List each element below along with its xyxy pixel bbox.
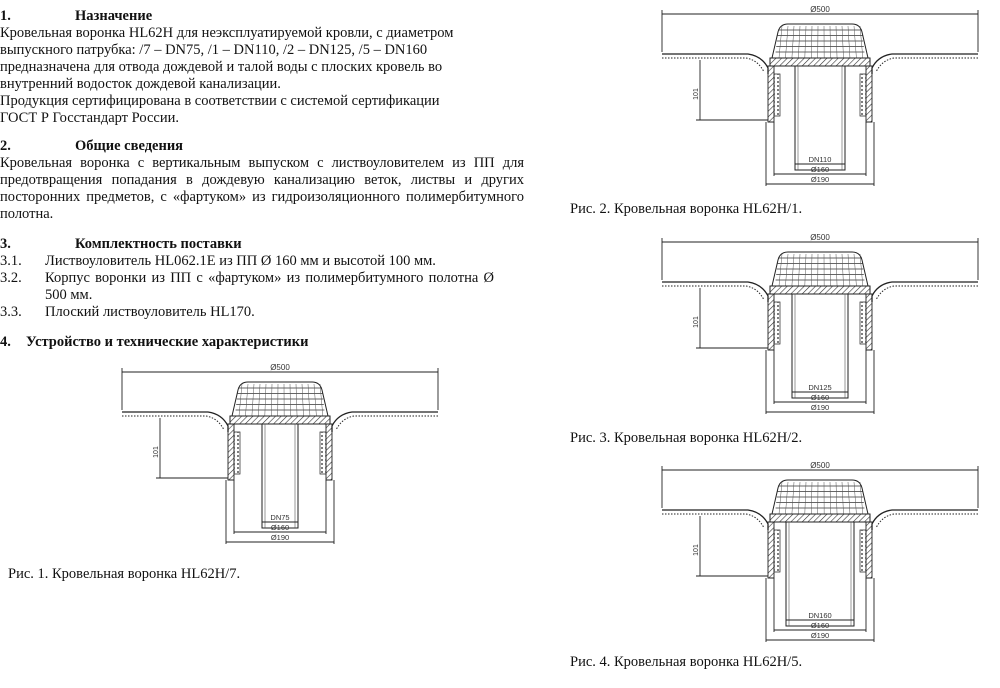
apron-right <box>872 54 978 74</box>
section-2-text: Кровельная воронка с вертикальным выпуском с листвоуловителем из ПП для предотвращения попадания в дождевую канализацию веток, листвы и других посторонних предметов, с «фартуком» из гидроизоляционного полимербитумного полотна. <box>0 155 524 222</box>
section-number: 4. <box>0 334 11 350</box>
section-title: Общие сведения <box>75 138 184 154</box>
section-title: Комплектность поставки <box>75 236 242 252</box>
section-4 <box>0 334 524 351</box>
d160-label: Ø160 <box>810 393 830 402</box>
section-number: 1. <box>0 8 11 24</box>
section-1-heading <box>0 8 528 25</box>
funnel-wall-right <box>866 522 872 578</box>
d160-label: Ø160 <box>810 165 830 174</box>
apron-left <box>662 282 768 302</box>
section-title: Назначение <box>75 8 153 24</box>
funnel-wall-left <box>228 424 234 480</box>
apron-right <box>872 282 978 302</box>
section-1-line: выпускного патрубка: /7 – DN75, /1 – DN110, /2 – DN125, /5 – DN160 <box>0 42 428 58</box>
section-1 <box>0 8 528 127</box>
section-1-line: ГОСТ Р Госстандарт России. <box>0 110 179 126</box>
section-1-line: Продукция сертифицирована в соответствии с системой сертификации <box>0 93 440 109</box>
d160-label: Ø160 <box>810 621 830 630</box>
height-label: 101 <box>693 544 700 556</box>
section-1-line: Кровельная воронка HL62H для неэксплуатируемой кровли, с диаметром <box>0 25 454 41</box>
height-label: 101 <box>693 88 700 100</box>
section-4-heading <box>0 334 524 351</box>
dn-label: DN75 <box>270 513 290 522</box>
figure-3-caption: Рис. 3. Кровельная воронка HL62H/2. <box>570 430 803 446</box>
d190-label: Ø190 <box>810 631 830 640</box>
list-item-number: 3.2. <box>0 270 22 286</box>
figure-1-caption: Рис. 1. Кровельная воронка HL62H/7. <box>8 566 241 582</box>
figure-2-caption: Рис. 2. Кровельная воронка HL62H/1. <box>570 201 803 217</box>
d160-label: Ø160 <box>270 523 290 532</box>
diameter-500-label: Ø500 <box>810 5 830 14</box>
d190-label: Ø190 <box>810 175 830 184</box>
funnel-drawing <box>660 4 980 194</box>
funnel-wall-right <box>326 424 332 480</box>
list-item <box>0 270 524 304</box>
list-item-text: Плоский листвоуловитель HL170. <box>45 304 255 320</box>
apron-left <box>662 54 768 74</box>
funnel-wall-right <box>866 294 872 350</box>
funnel-flange <box>230 416 330 424</box>
diameter-500-label: Ø500 <box>810 461 830 470</box>
d190-label: Ø190 <box>270 533 290 542</box>
apron-right <box>872 510 978 530</box>
funnel-drawing <box>660 460 980 650</box>
section-1-line: предназначена для отвода дождевой и талой воды с плоских кровель во <box>0 59 443 75</box>
apron-right <box>332 412 438 432</box>
list-item <box>0 304 524 321</box>
section-3-heading <box>0 236 524 253</box>
diameter-500-label: Ø500 <box>810 233 830 242</box>
dn-label: DN160 <box>808 611 832 620</box>
height-label: 101 <box>153 446 160 458</box>
list-item-text: Корпус воронки из ПП с «фартуком» из полимербитумного полотна Ø 500 мм. <box>45 270 494 303</box>
list-item-number: 3.1. <box>0 253 22 269</box>
list-item-number: 3.3. <box>0 304 22 320</box>
list-item <box>0 253 524 270</box>
section-2-heading <box>0 138 524 155</box>
d190-label: Ø190 <box>810 403 830 412</box>
diameter-500-label: Ø500 <box>270 363 290 372</box>
figure-4-caption: Рис. 4. Кровельная воронка HL62H/5. <box>570 654 803 670</box>
section-2 <box>0 138 524 223</box>
funnel-wall-left <box>768 522 774 578</box>
funnel-wall-left <box>768 294 774 350</box>
section-title: Устройство и технические характеристики <box>26 334 309 350</box>
apron-left <box>662 510 768 530</box>
apron-left <box>122 412 228 432</box>
section-number: 3. <box>0 236 11 252</box>
funnel-drawing <box>120 362 440 552</box>
section-number: 2. <box>0 138 11 154</box>
funnel-flange <box>770 286 870 294</box>
funnel-wall-left <box>768 66 774 122</box>
section-1-line: внутренний водосток дождевой канализации. <box>0 76 281 92</box>
funnel-drawing <box>660 232 980 422</box>
funnel-flange <box>770 514 870 522</box>
dn-label: DN125 <box>808 383 832 392</box>
funnel-flange <box>770 58 870 66</box>
section-3 <box>0 236 524 321</box>
funnel-wall-right <box>866 66 872 122</box>
dn-label: DN110 <box>808 155 832 164</box>
height-label: 101 <box>693 316 700 328</box>
list-item-text: Листвоуловитель HL062.1E из ПП Ø 160 мм и высотой 100 мм. <box>45 253 436 269</box>
